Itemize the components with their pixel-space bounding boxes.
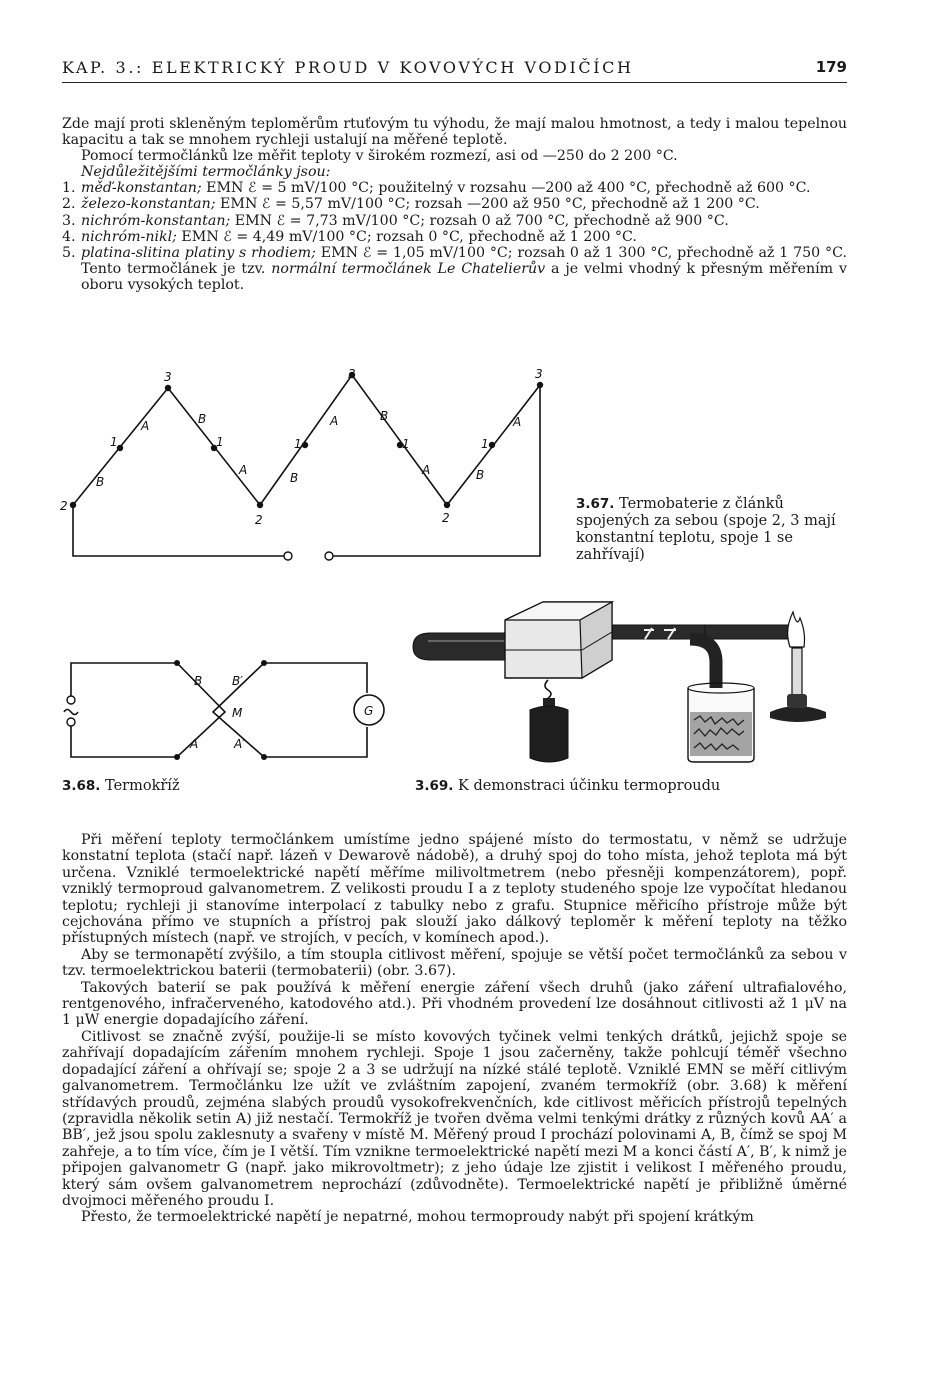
magnet-block [505,602,612,678]
body-paragraph-5: Přesto, že termoelektrické napětí je nepatrné, mohou termoproudy nabýt při spojení krátkým [81,1209,754,1226]
body-section [62,832,847,1226]
caption-number: 3.67. [576,496,615,512]
label-a: A [422,463,431,477]
thermocouple-spec: EMN ℰ = 7,73 mV/100 °C; rozsah 0 až 700 °C, přechodně až 900 °C. [230,212,729,229]
label-b-prime: B′ [232,674,243,688]
weight-icon [530,680,568,762]
beaker-icon [688,683,754,762]
label-m: M [232,706,243,720]
thermocouple-spec: EMN ℰ = 1,05 mV/100 °C; rozsah 0 až 1 300 °C, přechodně až 1 750 °C. Tento termočlánek je tzv. [81,244,847,277]
label-b: B [380,409,389,423]
label-2: 2 [442,511,450,525]
list-number: 1. [62,180,76,197]
label-b: B [194,674,203,688]
list-number: 4. [62,228,76,245]
caption-text: Termokříž [100,778,180,794]
label-b: B [290,471,299,485]
thermocouple-name: nichróm-konstantan; [81,212,231,229]
label-3: 3 [164,370,172,384]
body-paragraph-1: Při měření teploty termočlánkem umístíme jedno spájené místo do termostatu, v němž se udržuje konstatní teplota (stačí např. lázeň v Dewarově nádobě), a druhý spoj do toho místa, jehož teplota má být určena. Vzniklé termoelektrické napětí měříme milivoltmetrem (nebo přesněji kompenzátorem), popř. vzniklý termoproud galvanometrem. Z velikosti proudu I a z teploty studeného spoje lze vypočítat hledanou teplotu; rychleji ji stanovíme interpolací z tabulky nebo z grafu. Stupnice měřicího přístroje může být cejchována přímo ve stupních a přístroj pak slouží jako dálkový teploměr k měření teploty na těžko přístupných místech (např. ve strojích, v pecích, v komínech apod.). [62,832,847,947]
label-2: 2 [255,513,263,527]
label-a: A [239,463,248,477]
caption-text: Termobaterie z článků spojených za sebou (spoje 2, 3 mají konstantní teplotu, spoje 1 se zahřívají) [576,496,836,563]
thermocouple-name: nichróm-nikl; [81,228,177,245]
label-a-prime: A′ [234,737,245,751]
list-number: 3. [62,212,76,229]
chapter-title: KAP. 3.: ELEKTRICKÝ PROUD V KOVOVÝCH VODIČÍCH [62,58,634,77]
thermocouple-note-name: normální termočlánek Le Chatelierův [271,260,546,277]
label-a: A [190,737,199,751]
thermocouple-spec: EMN ℰ = 5 mV/100 °C; použitelný v rozsahu —200 až 400 °C, přechodně až 600 °C. [201,180,811,197]
thermocouple-note: a je velmi vhodný k přesným měřením v oboru vysokých teplot. [81,260,847,293]
body-paragraph-2: Aby se termonapětí zvýšilo, a tím stoupla citlivost měření, spojuje se větší počet termočlánků za sebou v tzv. termoelektrickou baterii (termobaterii) (obr. 3.67). [62,946,847,980]
label-1: 1 [294,437,302,451]
thermocouple-name: železo-konstantan; [81,196,216,213]
list-number: 5. [62,244,76,261]
thermocouple-spec: EMN ℰ = 5,57 mV/100 °C; rozsah —200 až 950 °C, přechodně až 1 200 °C. [215,196,760,213]
label-b: B [476,468,485,482]
label-1: 1 [110,435,118,449]
body-paragraph-3: Takových baterií se pak používá k měření energie záření všech druhů (jako záření ultrafialového, rentgenového, infračerveného, katodového atd.). Při vhodném provedení lze dosáhnout citlivosti až 1 μV na 1 μW energie dopadajícího záření. [62,979,847,1029]
intro-paragraph-2: Pomocí termočlánků lze měřit teploty v širokém rozmezí, asi od —250 do 2 200 °C. [81,148,678,165]
caption-number: 3.68. [62,778,101,794]
label-1: 1 [216,435,224,449]
body-paragraph-4: Citlivost se značně zvýší, použije-li se místo kovových tyčinek velmi tenkých drátků, jejichž spoje se zahřívají dopadajícím zářením mnohem rychleji. Spoje 1 jsou začerněny, takže pohlcují téměř všechno dopadající záření a ohřívají se; spoje 2 a 3 se udržují na nízké stálé teplotě. Vzniklé EMN se měří citlivým galvanometrem. Termočlánku lze užít ve zvláštním zapojení, zvaném termokříž (obr. 3.68) k měření střídavých proudů, zejména slabých proudů vysokofrekvenčních, kde citlivost měřicích přístrojů tepelných (zpravidla několik setin A) již nestačí. Termokříž je tvořen dvěma velmi tenkými drátky z různých kovů AA′ a BB′, jež jsou spolu zaklesnuty a svařeny v místě M. Měřený proud I prochází polovinami A, B, čímž se spoj M zahřeje, a to tím více, čím je I větší. Tím vznikne termoelektrické napětí mezi M a konci částí A′, B′, k nimž je připojen galvanometr G (např. jako mikrovoltmetr); z jeho údaje lze zjistit i velikost I měřeného proudu, který sám ovšem galvanometrem neprochází (zdůvodněte). Termoelektrické napětí je přibližně úměrné dvojmoci měřeného proudu I. [62,1028,847,1209]
caption-text: K demonstraci účinku termoproudu [453,778,721,794]
figure-3-69-caption [415,778,720,795]
label-2: 2 [60,499,68,513]
label-3: 3 [348,367,356,381]
label-a: A [513,415,522,429]
thermocouple-spec: EMN ℰ = 4,49 mV/100 °C; rozsah 0 °C, přechodně až 1 200 °C. [176,228,637,245]
intro-paragraph-1: Zde mají proti skleněným teploměrům rtuťovým tu výhodu, že mají malou hmotnost, a tedy i malou tepelnou kapacitu a tak se mnohem rychleji ustalují na měřené teplotě. [62,116,847,149]
label-a: A [330,414,339,428]
label-1: 1 [481,437,489,451]
page-number: 179 [815,58,847,76]
label-b: B [96,475,105,489]
thermocouple-name: měď-konstantan; [81,180,202,197]
label-a: A [141,419,150,433]
list-number: 2. [62,196,76,213]
list-heading: Nejdůležitějšími termočlánky jsou: [81,164,331,181]
label-1: 1 [402,437,410,451]
label-3: 3 [535,367,543,381]
label-b: B [198,412,207,426]
caption-number: 3.69. [415,778,454,794]
label-g: G [364,704,374,718]
thermocouple-name: platina-slitina platiny s rhodiem; [81,244,316,261]
figure-3-68-caption [62,778,180,795]
